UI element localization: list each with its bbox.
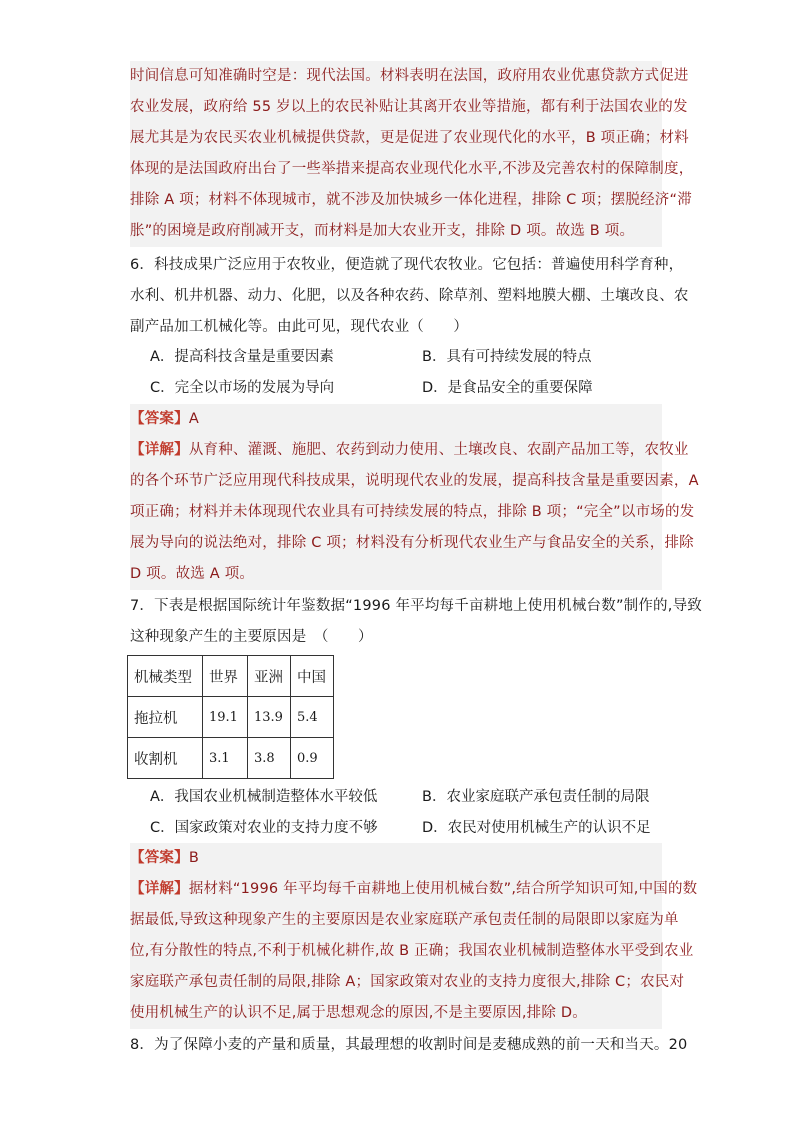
explanation-line: 农业发展，政府给 55 岁以上的农民补贴让其离开农业等措施，都有利于法国农业的发 [130,99,688,115]
detail-line: 家庭联产承包责任制的局限,排除 A；国家政策对农业的支持力度很大,排除 C；农民对 [130,974,685,990]
table-cell: 收割机 [128,738,203,779]
explanation-line: 时间信息可知准确时空是：现代法国。材料表明在法国，政府用农业优惠贷款方式促进 [130,68,689,84]
table-cell: 拖拉机 [128,697,203,738]
answer-tag: 【答案】 [130,411,189,427]
answer-line [130,404,662,435]
answer-value: B [188,850,199,866]
option-a: A．提高科技含量是重要因素 [150,349,334,365]
explanation-line: 展尤其是为农民买农业机械提供贷款，更是促进了农业现代化的水平，B 项正确；材料 [130,130,689,146]
detail-line: 项正确；材料并未体现现代农业具有可持续发展的特点，排除 B 项；“完全”以市场的发 [130,504,695,520]
detail-line: 使用机械生产的认识不足,属于思想观念的原因,不是主要原因,排除 D。 [130,1005,587,1021]
stem-line: 7．下表是根据国际统计年鉴数据“1996 年平均每千亩耕地上使用机械台数”制作的,导致 [130,598,702,614]
stem-line: 水利、机井机器、动力、化肥，以及各种农药、除草剂、塑料地膜大棚、土壤改良、农 [130,288,689,304]
table-row [128,738,334,779]
q7-options [130,782,690,844]
table-cell: 19.1 [203,697,248,738]
q8-stem [130,1030,688,1061]
stem-line: 8．为了保障小麦的产量和质量，其最理想的收割时间是麦穗成熟的前一天和当天。20 [130,1037,688,1053]
detail-line [130,874,698,905]
q5-explanation [130,61,694,247]
explanation-line: 体现的是法国政府出台了一些举措来提高农业现代化水平,不涉及完善农村的保障制度， [130,161,694,177]
option-c: C．完全以市场的发展为导向 [150,380,335,396]
answer-value: A [188,411,199,427]
detail-line [130,435,689,466]
option-a: A．我国农业机械制造整体水平较低 [150,789,378,805]
detail-text: 从育种、灌溉、施肥、农药到动力使用、土壤改良、农副产品加工等，农牧业 [188,442,689,458]
detail-line: D 项。故选 A 项。 [130,566,255,582]
q7-solution [130,843,698,1029]
table-header-cell: 机械类型 [128,656,203,697]
q6-options [130,342,690,404]
stem-line: 副产品加工机械化等。由此可见，现代农业（ ） [130,319,469,335]
table-cell: 13.9 [248,697,291,738]
detail-line: 展为导向的说法绝对，排除 C 项；材料没有分析现代农业生产与食品安全的关系，排除 [130,535,694,551]
table-header-cell: 亚洲 [248,656,291,697]
answer-line [130,843,662,874]
detail-tag: 【详解】 [130,442,189,458]
detail-line: 位,有分散性的特点,不利于机械化耕作,故 B 正确；我国农业机械制造整体水平受到农业 [130,943,694,959]
table-row [128,697,334,738]
explanation-line: 胀”的困境是政府削减开支，而材料是加大农业开支，排除 D 项。故选 B 项。 [130,223,635,239]
detail-text: 据材料“1996 年平均每千亩耕地上使用机械台数”,结合所学知识可知,中国的数 [188,881,698,897]
option-d: D．是食品安全的重要保障 [422,380,593,396]
table-cell: 5.4 [291,697,334,738]
option-d: D．农民对使用机械生产的认识不足 [422,820,651,836]
detail-line: 据最低,导致这种现象产生的主要原因是农业家庭联产承包责任制的局限即以家庭为单 [130,912,679,928]
table-header-cell: 中国 [291,656,334,697]
table-header-cell: 世界 [203,656,248,697]
option-b: B．农业家庭联产承包责任制的局限 [422,789,650,805]
answer-tag: 【答案】 [130,850,189,866]
stem-line: 这种现象产生的主要原因是 （ ） [130,629,373,645]
table-cell: 3.8 [248,738,291,779]
detail-line: 的各个环节广泛应用现代科技成果，说明现代农业的发展，提高科技含量是重要因素，A [130,473,699,489]
q6-solution [130,404,699,590]
q7-stem [130,591,702,653]
detail-tag: 【详解】 [130,881,189,897]
table-cell: 0.9 [291,738,334,779]
machinery-table [127,655,334,779]
option-c: C．国家政策对农业的支持力度不够 [150,820,378,836]
table-header-row [128,656,334,697]
q6-stem [130,250,689,343]
table-cell: 3.1 [203,738,248,779]
explanation-line: 排除 A 项；材料不体现城市，就不涉及加快城乡一体化进程，排除 C 项；摆脱经济“滞 [130,192,692,208]
option-b: B．具有可持续发展的特点 [422,349,592,365]
stem-line: 6．科技成果广泛应用于农牧业，便造就了现代农牧业。它包括：普遍使用科学育种， [130,257,684,273]
